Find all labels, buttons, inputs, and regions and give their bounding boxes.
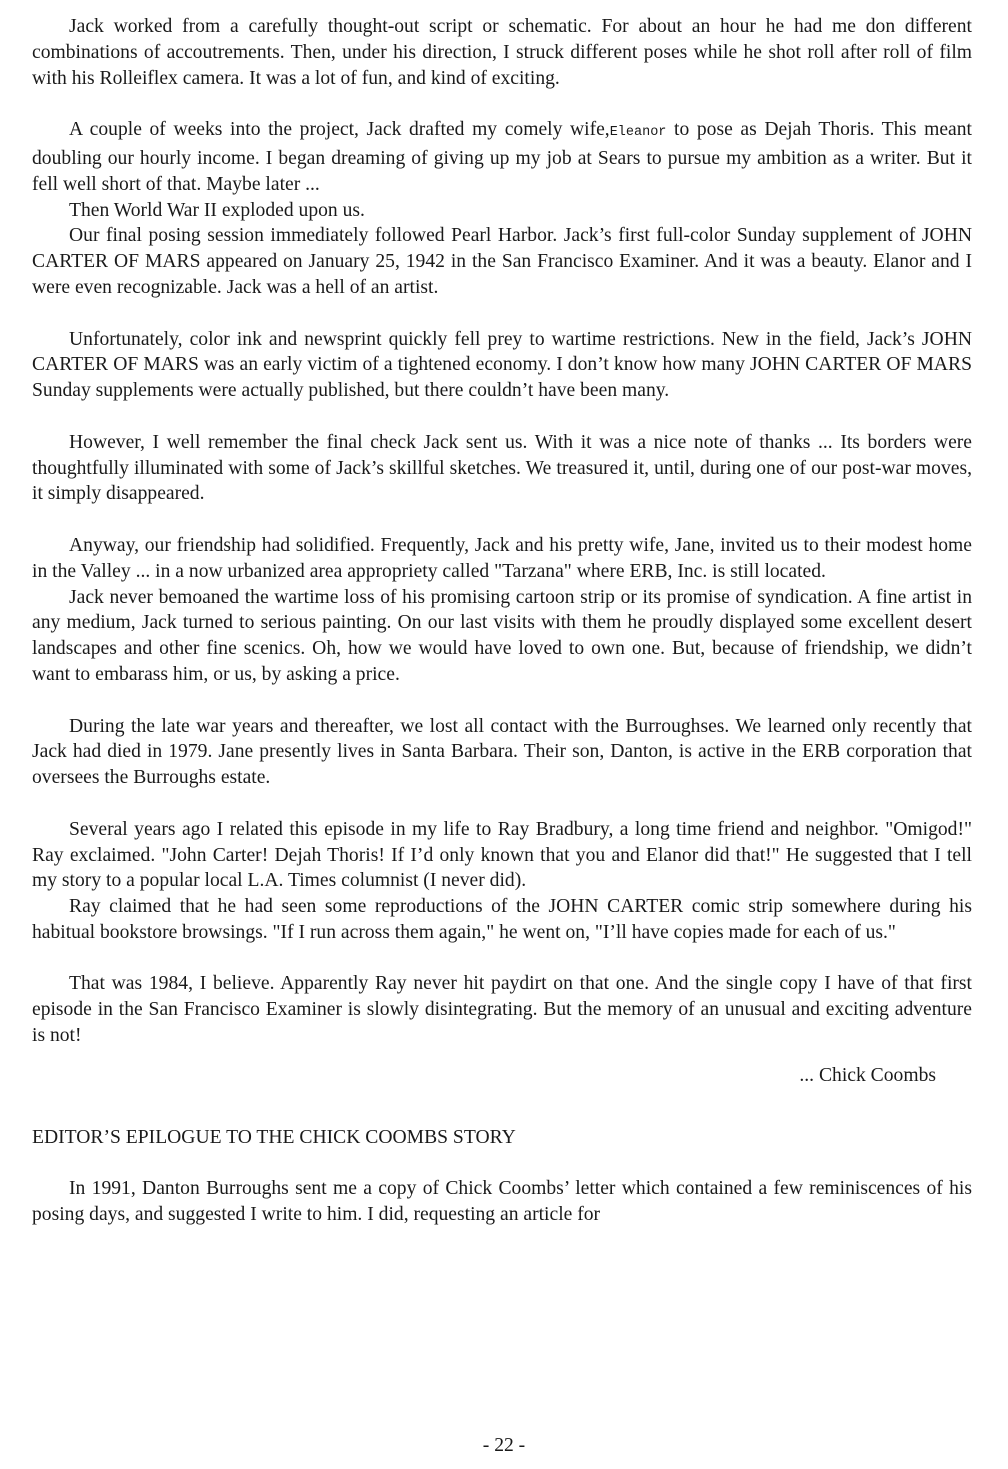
paragraph-serious-painting: Jack never bemoaned the wartime loss of his promising cartoon strip or its promise of syndication. A fine artist in any medium, Jack turned to serious painting. On our last visits with them he proudly displayed some excellent desert landscapes and other fine scenics. Oh, how we would have loved to own one. But, because of friendship, we didn’t want to embarass him, or us, by asking a price.	[32, 586, 972, 685]
paragraph-text-after: to pose as Dejah Thoris. This meant doubling our hourly income. I began dreaming of giving up my job at Sears to pursue my ambition as a writer. But it fell well short of that. Maybe later ...	[32, 119, 972, 195]
document-page	[32, 14, 972, 1414]
paragraph-ray-bradbury: Several years ago I related this episode in my life to Ray Bradbury, a long time friend and neighbor. "Omigod!" Ray exclaimed. "John Carter! Dejah Thoris! If I’d only known that you and Elanor did that!" He suggested that I tell my story to a popular local L.A. Times columnist (I never did).	[32, 818, 972, 892]
paragraph-friendship: Anyway, our friendship had solidified. Frequently, Jack and his pretty wife, Jane, invited us to their modest home in the Valley ... in a now urbanized area appropriety called "Tarzana" where ERB, Inc. is still located.	[32, 534, 972, 582]
paragraph-final-check: However, I well remember the final check Jack sent us. With it was a nice note of thanks ... Its borders were thoughtfully illuminated with some of Jack’s skillful sketches. We treasured it, until, during one of our post-war moves, it simply disappeared.	[32, 431, 972, 505]
paragraph-rolleiflex-session: Jack worked from a carefully thought-out script or schematic. For about an hour he had me don different combinations of accoutrements. Then, under his direction, I struck different poses while he shot roll after roll of film with his Rolleiflex camera. It was a lot of fun, and kind of exciting.	[32, 16, 972, 89]
author-signature: ... Chick Coombs	[799, 1064, 936, 1086]
paragraph-text-before: A couple of weeks into the project, Jack drafted my comely wife,	[69, 119, 610, 141]
paragraph-dejah-thoris	[32, 117, 972, 197]
paragraph-reproductions: Ray claimed that he had seen some reproductions of the JOHN CARTER comic strip somewhere during his habitual bookstore browsings. "If I run across them again," he went on, "I’ll have copies made for each of us."	[32, 896, 972, 943]
paragraph-lost-contact: During the late war years and thereafter, we lost all contact with the Burroughses. We learned only recently that Jack had died in 1979. Jane presently lives in Santa Barbara. Their son, Danton, is active in the ERB corporation that oversees the Burroughs estate.	[32, 715, 972, 789]
typed-insert-eleanor: Eleanor	[609, 125, 667, 141]
page-number: - 22 -	[482, 1435, 526, 1456]
paragraph-1984: That was 1984, I believe. Apparently Ray never hit paydirt on that one. And the single copy I have of that first episode in the San Francisco Examiner is slowly disintegrating. But the memory of an unusual and exciting adventure is not!	[32, 973, 972, 1047]
epilogue-heading: EDITOR’S EPILOGUE TO THE CHICK COOMBS STORY	[32, 1126, 516, 1148]
paragraph-wartime-restrictions: Unfortunately, color ink and newsprint quickly fell prey to wartime restrictions. New in the field, Jack’s JOHN CARTER OF MARS was an early victim of a tightened economy. I don’t know how many JOHN CARTER OF MARS Sunday supplements were actually published, but there couldn’t have been many.	[32, 328, 972, 402]
paragraph-world-war: Then World War II exploded upon us.	[69, 199, 365, 221]
paragraph-epilogue: In 1991, Danton Burroughs sent me a copy of Chick Coombs’ letter which contained a few reminiscences of his posing days, and suggested I write to him. I did, requesting an article for	[32, 1178, 972, 1226]
paragraph-pearl-harbor: Our final posing session immediately followed Pearl Harbor. Jack’s first full-color Sunday supplement of JOHN CARTER OF MARS appeared on January 25, 1942 in the San Francisco Examiner. And it was a beauty. Elanor and I were even recognizable. Jack was a hell of an artist.	[32, 225, 972, 298]
